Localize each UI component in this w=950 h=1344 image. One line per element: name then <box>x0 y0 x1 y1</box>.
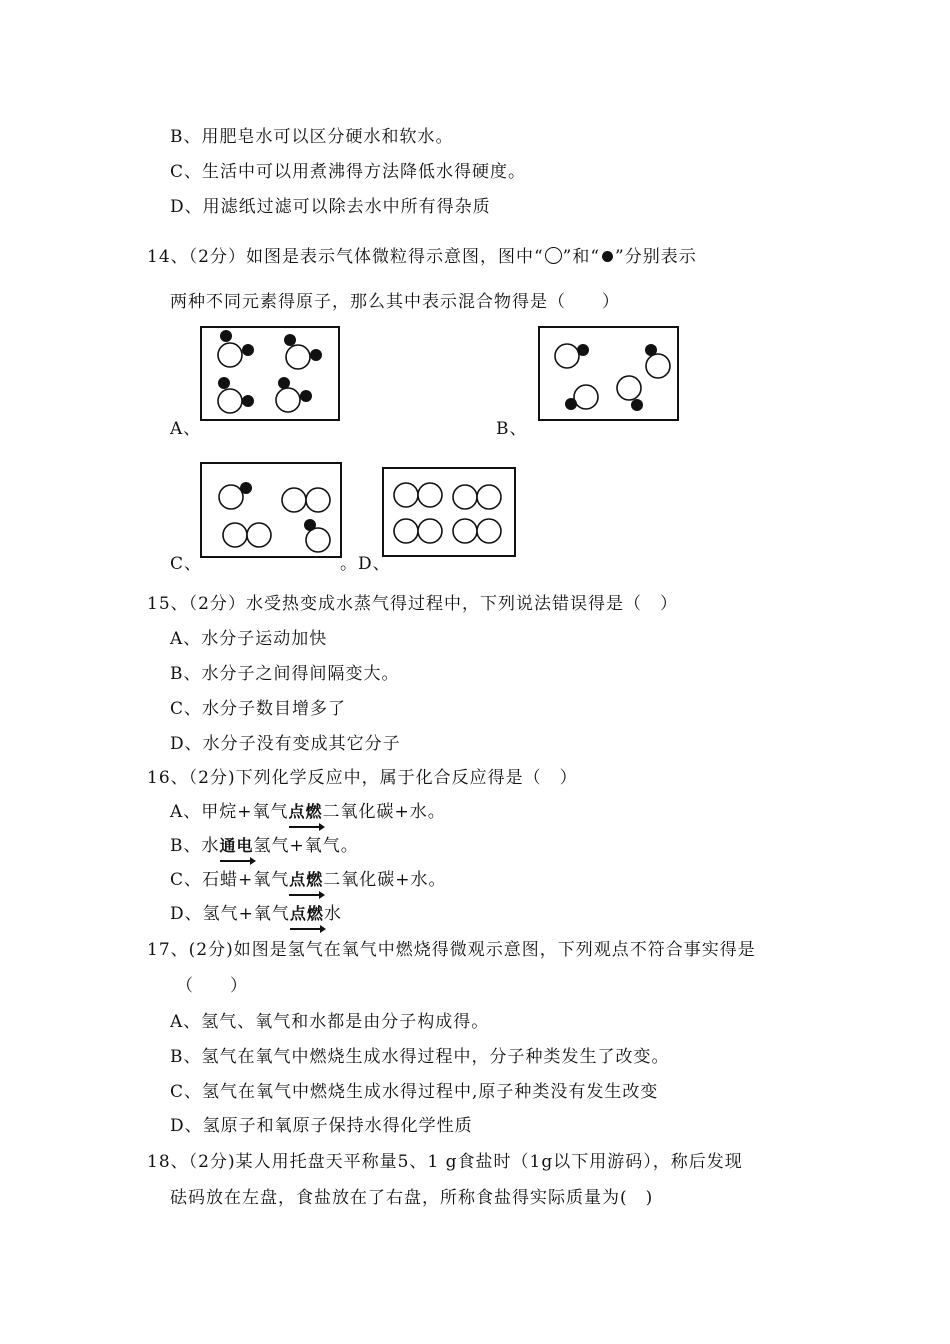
q15-option-d: D、水分子没有变成其它分子 <box>170 734 401 754</box>
q14-stem: 14、（2分）如图是表示气体微粒得示意图，图中“ ”和“ ”分别表示 <box>147 247 697 267</box>
q17-option-a: A、氢气、氧气和水都是由分子构成得。 <box>170 1012 490 1032</box>
q14-diagram-c <box>200 462 342 558</box>
q15-option-b: B、水分子之间得间隔变大。 <box>170 664 400 684</box>
q16-option-d: D、氢气+氧气点燃 水 <box>170 902 342 930</box>
arrow-icon <box>289 894 323 896</box>
arrow-icon <box>289 826 323 828</box>
q13-option-d: D、用滤纸过滤可以除去水中所有得杂质 <box>170 197 491 217</box>
q17-stem-2: （ ） <box>176 976 248 996</box>
arrow-icon <box>290 928 324 930</box>
q15-option-a: A、水分子运动加快 <box>170 629 328 649</box>
q14-diagram-b <box>538 326 679 421</box>
q14-label-b: B、 <box>496 419 528 439</box>
q14-label-d: 。D、 <box>340 554 391 574</box>
q13-option-c: C、生活中可以用煮沸得方法降低水得硬度。 <box>170 162 527 182</box>
q16-option-a: A、甲烷+氧气点燃 二氧化碳+水。 <box>170 800 446 828</box>
q18-stem: 18、（2分)某人用托盘天平称量5、1 g食盐时（1g以下用游码），称后发现 <box>147 1152 743 1172</box>
q17-stem: 17、(2分)如图是氢气在氧气中燃烧得微观示意图，下列观点不符合事实得是 <box>147 940 756 960</box>
q14-label-a: A、 <box>170 419 202 439</box>
open-circle-atom-icon <box>545 247 562 264</box>
reaction-condition-arrow: 点燃 <box>289 868 323 896</box>
q18-stem-2: 砝码放在左盘，食盐放在了右盘，所称食盐得实际质量为( ) <box>170 1188 654 1208</box>
q13-option-b: B、用肥皂水可以区分硬水和软水。 <box>170 127 454 147</box>
q15-stem: 15、（2分）水受热变成水蒸气得过程中，下列说法错误得是（ ） <box>147 594 678 614</box>
q15-option-c: C、水分子数目增多了 <box>170 699 347 719</box>
solid-circle-atom-icon <box>602 251 613 262</box>
q17-option-c: C、氢气在氧气中燃烧生成水得过程中,原子种类没有发生改变 <box>170 1082 659 1102</box>
q14-diagram-a <box>200 326 340 421</box>
q14-stem-2: 两种不同元素得原子，那么其中表示混合物得是（ ） <box>170 292 620 312</box>
q16-option-b: B、水通电 氢气+氧气。 <box>170 834 359 862</box>
q16-stem: 16、（2分)下列化学反应中，属于化合反应得是（ ） <box>147 768 578 788</box>
q17-option-d: D、氢原子和氧原子保持水得化学性质 <box>170 1116 473 1136</box>
q17-option-b: B、氢气在氧气中燃烧生成水得过程中，分子种类发生了改变。 <box>170 1047 670 1067</box>
arrow-icon <box>220 860 254 862</box>
reaction-condition-arrow: 点燃 <box>289 800 323 828</box>
reaction-condition-arrow: 点燃 <box>290 902 324 930</box>
q14-label-c: C、 <box>170 554 203 574</box>
q14-diagram-d <box>382 467 516 557</box>
reaction-condition-arrow: 通电 <box>220 834 254 862</box>
q16-option-c: C、石蜡+氧气点燃 二氧化碳+水。 <box>170 868 447 896</box>
